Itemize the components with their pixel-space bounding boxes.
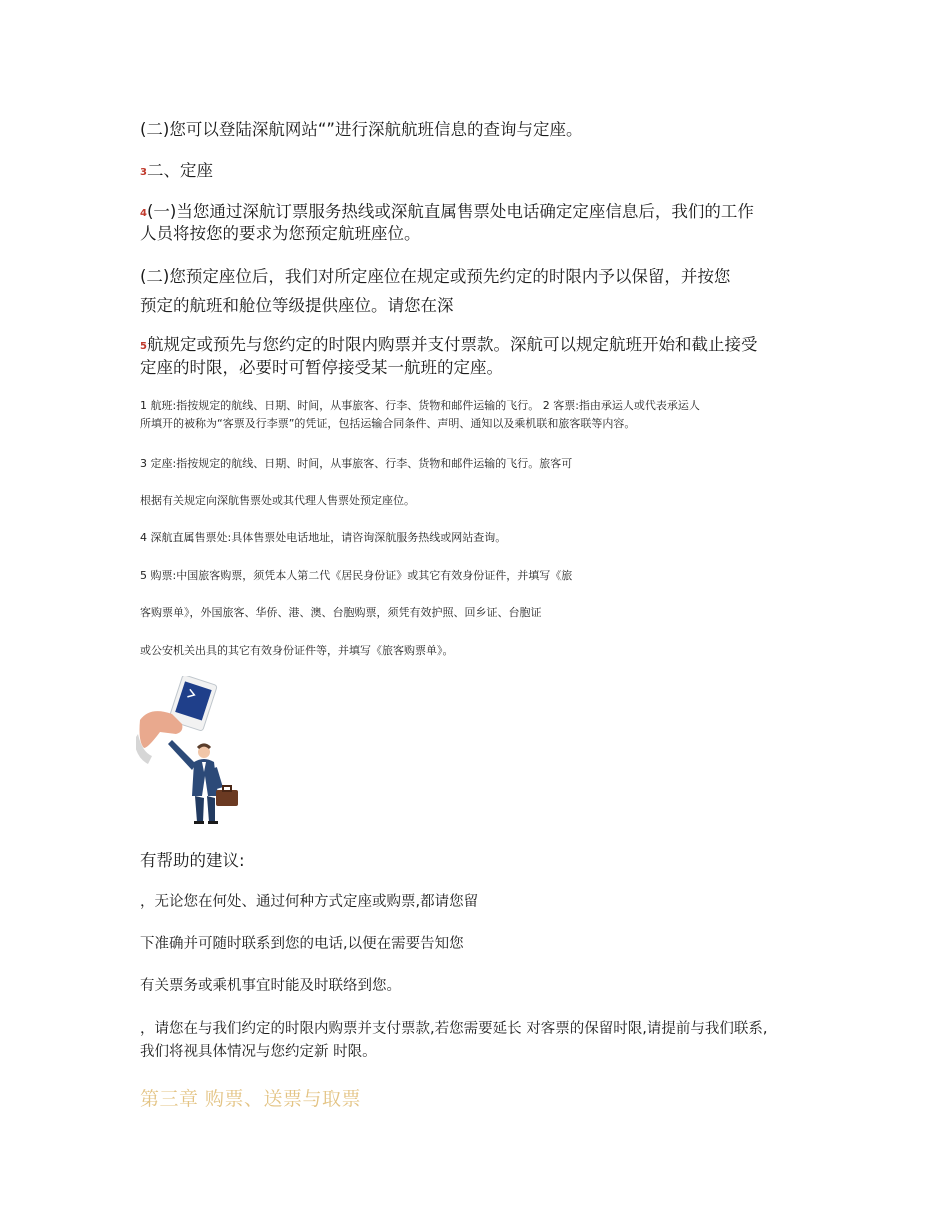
website-query-paragraph: (二)您可以登陆深航网站“”进行深航航班信息的查询与定座。 bbox=[140, 120, 583, 139]
helpful-tips-heading: 有帮助的建议: bbox=[140, 851, 245, 870]
tip-1-line-2: 下准确并可随时联系到您的电话,以便在需要告知您 bbox=[140, 936, 464, 952]
booking-section-heading bbox=[140, 158, 820, 185]
businessman-figure bbox=[168, 740, 218, 824]
booking-item-3-line-2: 定座的时限，必要时可暂停接受某一航班的定座。 bbox=[140, 358, 503, 377]
tip-2-line-2: 我们将视具体情况与您约定新 时限。 bbox=[140, 1044, 377, 1060]
footnote-5-line-1: 5 购票:中国旅客购票，须凭本人第二代《居民身份证》或其它有效身份证件，并填写《旅 bbox=[140, 569, 573, 582]
footnote-marker: 5 bbox=[140, 341, 147, 352]
chapter-title: 第三章 购票、送票与取票 bbox=[140, 1088, 362, 1110]
footnote-5-line-2: 客购票单》，外国旅客、华侨、港、澳、台胞购票，须凭有效护照、回乡证、台胞证 bbox=[140, 606, 542, 619]
footnote-3-line-2: 根据有关规定向深航售票处或其代理人售票处预定座位。 bbox=[140, 494, 415, 507]
footnote-1-line-1: 1 航班:指按规定的航线、日期、时间，从事旅客、行李、货物和邮件运输的飞行。 2 客票:指由承运人或代表承运人 bbox=[140, 399, 700, 412]
tip-1-line-1: ，无论您在何处、通过何种方式定座或购票,都请您留 bbox=[140, 894, 479, 910]
heading-text: 二、定座 bbox=[146, 161, 213, 180]
footnote-1-line-2: 所填开的被称为“客票及行李票”的凭证，包括运输合同条件、声明、通知以及乘机联和旅客联等内容。 bbox=[140, 417, 636, 430]
paragraph-text: 航规定或预先与您约定的时限内购票并支付票款。深航可以规定航班开始和截止接受 bbox=[146, 335, 758, 354]
tip-1-line-3: 有关票务或乘机事宜时能及时联络到您。 bbox=[140, 978, 401, 994]
booking-item-2-line-2: 预定的航班和舱位等级提供座位。请您在深 bbox=[140, 296, 454, 315]
footnote-marker: 3 bbox=[140, 167, 147, 178]
footnote-4: 4 深航直属售票处:具体售票处电话地址，请咨询深航服务热线或网站查询。 bbox=[140, 531, 507, 544]
footnote-marker: 4 bbox=[140, 208, 147, 219]
footnote-3-line-1: 3 定座:指按规定的航线、日期、时间，从事旅客、行李、货物和邮件运输的飞行。旅客可 bbox=[140, 457, 573, 470]
businessman-ticket-illustration bbox=[136, 676, 244, 826]
booking-item-1-line-2: 人员将按您的要求为您预定航班座位。 bbox=[140, 224, 421, 243]
hand-holding-ticket bbox=[136, 711, 182, 764]
paragraph-text: (一)当您通过深航订票服务热线或深航直属售票处电话确定定座信息后，我们的工作 bbox=[146, 202, 754, 221]
tip-2-line-1: ，请您在与我们约定的时限内购票并支付票款,若您需要延长 对客票的保留时限,请提前与我们联系, bbox=[140, 1021, 768, 1037]
booking-item-2-line-1: (二)您预定座位后，我们对所定座位在规定或预先约定的时限内予以保留，并按您 bbox=[140, 267, 731, 286]
footnote-5-line-3: 或公安机关出具的其它有效身份证件等，并填写《旅客购票单》。 bbox=[140, 644, 454, 657]
briefcase bbox=[214, 768, 238, 806]
